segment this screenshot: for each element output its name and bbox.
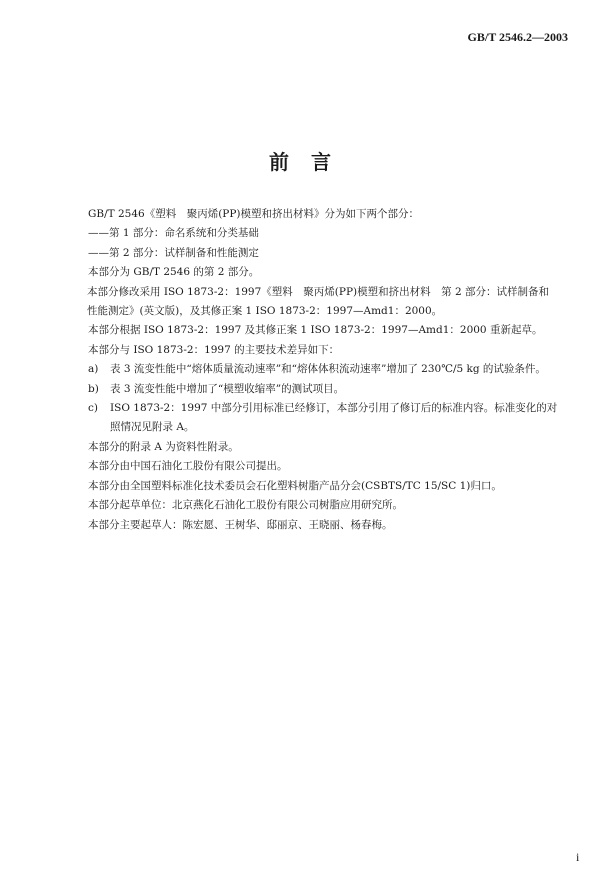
difference-item <box>88 380 558 399</box>
paragraph: ——第 2 部分：试样制备和性能测定 <box>88 246 259 259</box>
item-label: a) <box>88 363 99 376</box>
paragraph: 本部分的附录 A 为资料性附录。 <box>88 440 239 453</box>
difference-item <box>88 399 558 438</box>
item-text: ISO 1873-2：1997 中部分引用标准已经修订，本部分引用了修订后的标准内容。标准变化的对照情况见附录 A。 <box>110 402 558 434</box>
document-number: GB/T 2546.2—2003 <box>467 30 568 44</box>
difference-item <box>88 360 558 379</box>
paragraph: 本部分修改采用 ISO 1873-2：1997《塑料 聚丙烯(PP)模塑和挤出材料 第 2 部分：试样制备和性能测定》(英文版)，及其修正案 1 ISO 1873-2：1997—Amd1：2000。 <box>87 285 549 318</box>
paragraph: 本部分由全国塑料标准化技术委员会石化塑料树脂产品分会(CSBTS/TC 15/SC 1)归口。 <box>88 479 502 492</box>
item-label: c) <box>88 402 98 415</box>
foreword-body <box>88 205 558 535</box>
paragraph: ——第 1 部分：命名系统和分类基础 <box>88 227 259 240</box>
page-title: 前言 <box>269 150 353 174</box>
paragraph: 本部分与 ISO 1873-2：1997 的主要技术差异如下： <box>88 343 340 356</box>
paragraph: 本部分根据 ISO 1873-2：1997 及其修正案 1 ISO 1873-2：1997—Amd1：2000 重新起草。 <box>88 324 543 337</box>
paragraph: 本部分为 GB/T 2546 的第 2 部分。 <box>88 266 260 279</box>
page-number: i <box>576 850 580 864</box>
paragraph: 本部分起草单位：北京燕化石油化工股份有限公司树脂应用研究所。 <box>88 499 403 512</box>
paragraph: 本部分主要起草人：陈宏愿、王树华、邸丽京、王晓丽、杨春梅。 <box>88 518 393 531</box>
item-label: b) <box>88 382 99 395</box>
item-text: 表 3 流变性能中“熔体质量流动速率”和“熔体体积流动速率”增加了 230℃/5 kg 的试验条件。 <box>110 363 546 376</box>
item-text: 表 3 流变性能中增加了“模塑收缩率”的测试项目。 <box>110 382 345 395</box>
paragraph: 本部分由中国石油化工股份有限公司提出。 <box>88 460 288 473</box>
paragraph: GB/T 2546《塑料 聚丙烯(PP)模塑和挤出材料》分为如下两个部分： <box>88 208 420 220</box>
